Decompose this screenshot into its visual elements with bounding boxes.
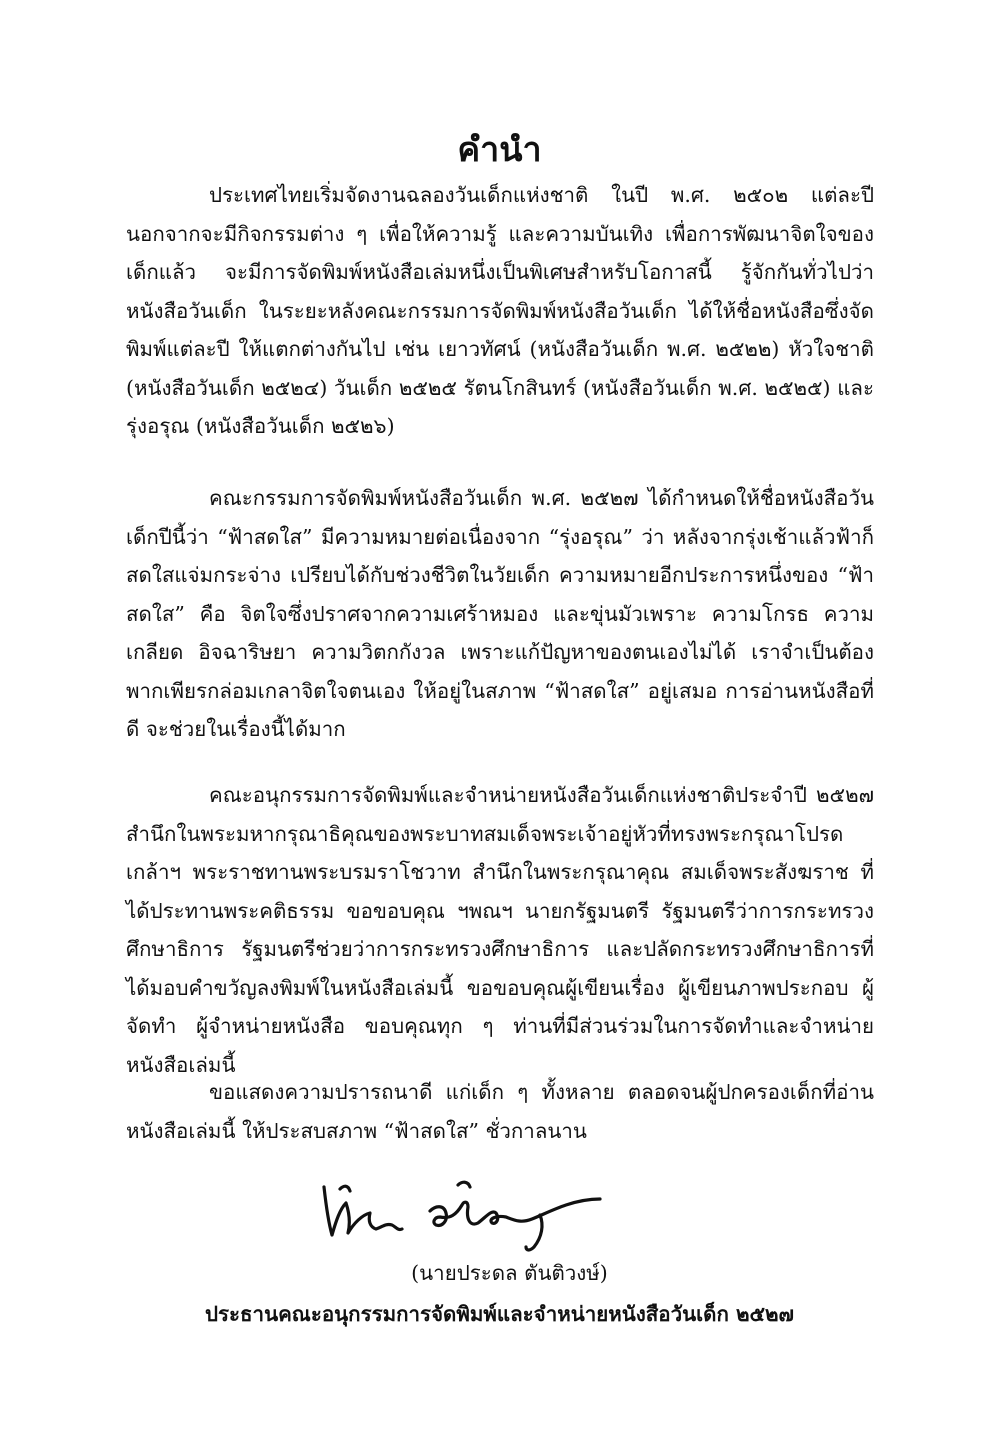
paragraph-acknowledgements: คณะอนุกรรมการจัดพิมพ์และจำหน่ายหนังสือวันเด็กแห่งชาติประจำปี ๒๕๒๗ สำนึกในพระมหากรุณาธิคุณของพระบาทสมเด็จพระเจ้าอยู่หัวที่ทรงพระกรุณาโปรดเกล้าฯ พระราชทานพระบรมราโชวาท สำนึกในพระกรุณาคุณ สมเด็จพระสังฆราช ที่ได้ประทานพระคติธรรม ขอขอบคุณ ฯพณฯ นายกรัฐมนตรี รัฐมนตรีว่าการกระทรวงศึกษาธิการ รัฐมนตรีช่วยว่าการกระทรวงศึกษาธิการ และปลัดกระทรวงศึกษาธิการที่ได้มอบคำขวัญลงพิมพ์ในหนังสือเล่มนี้ ขอขอบคุณผู้เขียนเรื่อง ผู้เขียนภาพประกอบ ผู้จัดทำ ผู้จำหน่ายหนังสือ ขอบคุณทุก ๆ ท่านที่มีส่วนร่วมในการจัดทำและจำหน่ายหนังสือเล่มนี้ bbox=[126, 783, 874, 1077]
signer-name bbox=[0, 1257, 999, 1289]
page-title: คำนำ bbox=[457, 130, 542, 170]
paragraph-meaning: คณะกรรมการจัดพิมพ์หนังสือวันเด็ก พ.ศ. ๒๕๒๗ ได้กำหนดให้ชื่อหนังสือวันเด็กปีนี้ว่า “ฟ้าสดใส” มีความหมายต่อเนื่องจาก “รุ่งอรุณ” ว่า หลังจากรุ่งเช้าแล้วฟ้าก็สดใสแจ่มกระจ่าง เปรียบได้กับช่วงชีวิตในวัยเด็ก ความหมายอีกประการหนึ่งของ “ฟ้าสดใส” คือ จิตใจซึ่งปราศจากความเศร้าหมอง และขุ่นมัวเพราะ ความโกรธ ความเกลียด อิจฉาริษยา ความวิตกกังวล เพราะแก้ปัญหาของตนเองไม่ได้ เราจำเป็นต้องพากเพียรกล่อมเกลาจิตใจตนเอง ให้อยู่ในสภาพ “ฟ้าสดใส” อยู่เสมอ การอ่านหนังสือที่ดี จะช่วยในเรื่องนี้ได้มาก bbox=[126, 486, 874, 741]
signer-name-text: (นายประดล ตันติวงษ์) bbox=[411, 1261, 608, 1285]
signer-title: ประธานคณะอนุกรรมการจัดพิมพ์และจำหน่ายหนังสือวันเด็ก ๒๕๒๗ bbox=[205, 1302, 794, 1326]
paragraph-wishes: ขอแสดงความปรารถนาดี แก่เด็ก ๆ ทั้งหลาย ตลอดจนผู้ปกครองเด็กที่อ่านหนังสือเล่มนี้ ให้ประสบสภาพ “ฟ้าสดใส” ชั่วกาลนาน bbox=[126, 1080, 874, 1143]
paragraph-history: ประเทศไทยเริ่มจัดงานฉลองวันเด็กแห่งชาติ ในปี พ.ศ. ๒๕๐๒ แต่ละปี นอกจากจะมีกิจกรรมต่าง ๆ เพื่อให้ความรู้ และความบันเทิง เพื่อการพัฒนาจิตใจของเด็กแล้ว จะมีการจัดพิมพ์หนังสือเล่มหนึ่งเป็นพิเศษสำหรับโอกาสนี้ รู้จักกันทั่วไปว่า หนังสือวันเด็ก ในระยะหลังคณะกรรมการจัดพิมพ์หนังสือวันเด็ก ได้ให้ชื่อหนังสือซึ่งจัดพิมพ์แต่ละปี ให้แตกต่างกันไป เช่น เยาวทัศน์ (หนังสือวันเด็ก พ.ศ. ๒๕๒๒) หัวใจชาติ (หนังสือวันเด็ก ๒๕๒๔) วันเด็ก ๒๕๒๕ รัตนโกสินทร์ (หนังสือวันเด็ก พ.ศ. ๒๕๒๕) และรุ่งอรุณ (หนังสือวันเด็ก ๒๕๒๖) bbox=[126, 183, 874, 438]
handwritten-signature bbox=[310, 1165, 610, 1255]
